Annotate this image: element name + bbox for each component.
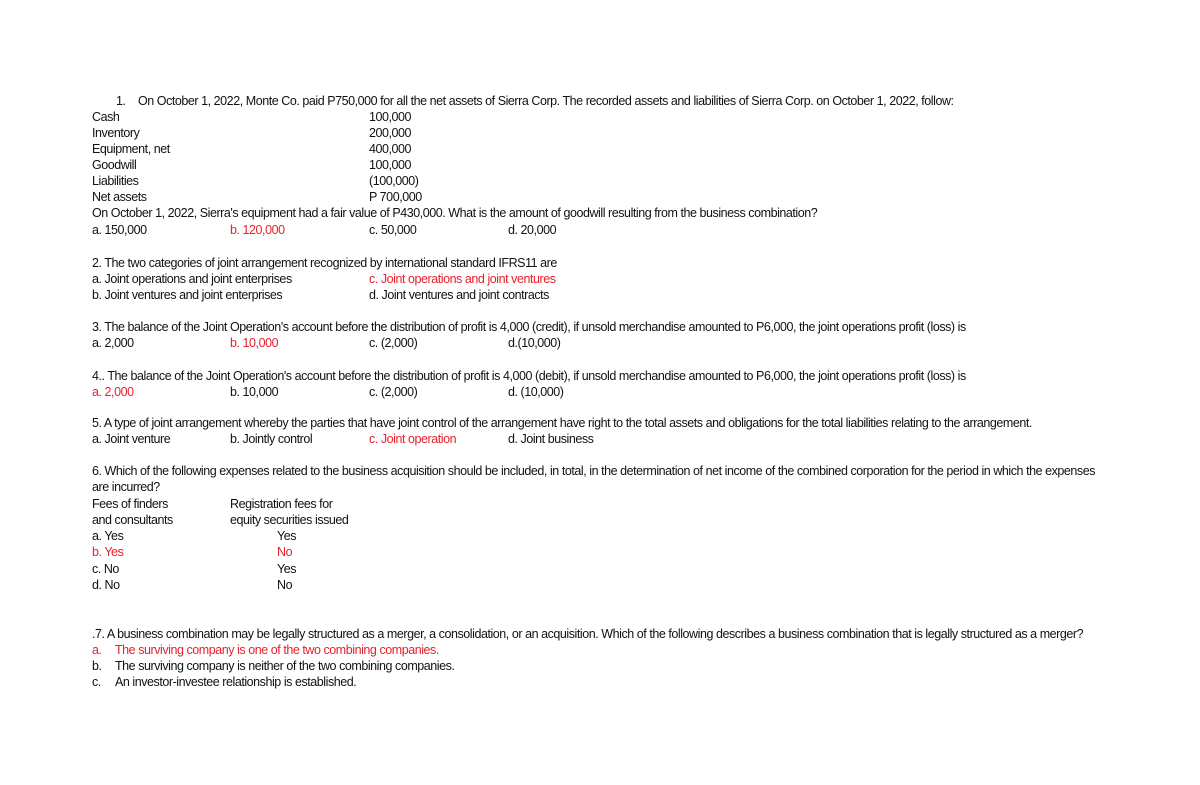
- q5-option-a: a. Joint venture: [92, 432, 171, 446]
- q3-option-a: a. 2,000: [92, 336, 134, 350]
- q1-row-value: (100,000): [369, 174, 419, 188]
- q3-option-b-answer: b. 10,000: [230, 336, 279, 350]
- q1-row-label: Cash: [92, 110, 120, 124]
- q6-option-a-col2: Yes: [277, 529, 297, 543]
- q2-option-d: d. Joint ventures and joint contracts: [369, 288, 549, 302]
- q6-col2-heading: Registration fees for: [230, 497, 333, 511]
- q1-row-value: 100,000: [369, 158, 412, 172]
- q7-option-a-answer: The surviving company is one of the two combining companies.: [115, 643, 439, 657]
- q1-text: On October 1, 2022, Monte Co. paid P750,000 for all the net assets of Sierra Corp. The recorded assets and liabilities of Sierra Corp. on October 1, 2022, follow:: [138, 94, 954, 108]
- q1-option-a: a. 150,000: [92, 223, 147, 237]
- q1-row-label: Liabilities: [92, 174, 139, 188]
- q5-option-d: d. Joint business: [508, 432, 594, 446]
- q7-option-b: The surviving company is neither of the two combining companies.: [115, 659, 455, 673]
- q5-option-b: b. Jointly control: [230, 432, 313, 446]
- q1-option-c: c. 50,000: [369, 223, 417, 237]
- q6-text: 6. Which of the following expenses related to the business acquisition should be included, in total, in the determination of net income of the combined corporation for the period in which the expenses: [92, 464, 1096, 478]
- q5-text: 5. A type of joint arrangement whereby the parties that have joint control of the arrangement have right to the total assets and obligations for the total liabilities relating to the arrangement.: [92, 416, 1032, 430]
- q1-option-b-answer: b. 120,000: [230, 223, 285, 237]
- q2-option-b: b. Joint ventures and joint enterprises: [92, 288, 283, 302]
- q3-text: 3. The balance of the Joint Operation's account before the distribution of profit is 4,000 (credit), if unsold merchandise amounted to P6,000, the joint operations profit (loss) is: [92, 320, 966, 334]
- q1-row-label: Equipment, net: [92, 142, 170, 156]
- q1-row-label: Net assets: [92, 190, 147, 204]
- q4-option-c: c. (2,000): [369, 385, 418, 399]
- q1-row-label: Goodwill: [92, 158, 137, 172]
- q7-text: .7. A business combination may be legally structured as a merger, a consolidation, or an acquisition. Which of the following describes a business combination that is legally structured as a merger?: [92, 627, 1084, 641]
- q6-option-d-col2: No: [277, 578, 293, 592]
- q1-option-d: d. 20,000: [508, 223, 557, 237]
- q6-option-c: c. No: [92, 562, 119, 576]
- q4-text: 4.. The balance of the Joint Operation's account before the distribution of profit is 4,000 (debit), if unsold merchandise amounted to P6,000, the joint operations profit (loss) is: [92, 369, 966, 383]
- q7-option-a-letter: a.: [92, 643, 102, 657]
- q7-option-c-letter: c.: [92, 675, 101, 689]
- q1-row-value: 400,000: [369, 142, 412, 156]
- q6-text-continued: are incurred?: [92, 480, 160, 494]
- q7-option-b-letter: b.: [92, 659, 102, 673]
- q1-row-value: P 700,000: [369, 190, 422, 204]
- q6-option-a: a. Yes: [92, 529, 124, 543]
- q3-option-c: c. (2,000): [369, 336, 418, 350]
- q6-col2-heading: equity securities issued: [230, 513, 349, 527]
- q6-option-c-col2: Yes: [277, 562, 297, 576]
- q1-row-label: Inventory: [92, 126, 140, 140]
- q2-option-a: a. Joint operations and joint enterprises: [92, 272, 292, 286]
- q7-option-c: An investor-investee relationship is established.: [115, 675, 357, 689]
- q6-option-d: d. No: [92, 578, 120, 592]
- q4-option-d: d. (10,000): [508, 385, 564, 399]
- q6-option-b-answer: b. Yes: [92, 545, 124, 559]
- q1-row-value: 100,000: [369, 110, 412, 124]
- q2-text: 2. The two categories of joint arrangement recognized by international standard IFRS11 are: [92, 256, 557, 270]
- q6-col1-heading: and consultants: [92, 513, 173, 527]
- q1-question: On October 1, 2022, Sierra's equipment had a fair value of P430,000. What is the amount of goodwill resulting from the business combination?: [92, 206, 818, 220]
- q1-row-value: 200,000: [369, 126, 412, 140]
- q4-option-b: b. 10,000: [230, 385, 279, 399]
- q6-col1-heading: Fees of finders: [92, 497, 168, 511]
- q1-number: 1.: [116, 94, 126, 108]
- q3-option-d: d.(10,000): [508, 336, 561, 350]
- q5-option-c-answer: c. Joint operation: [369, 432, 457, 446]
- q6-option-b-col2-answer: No: [277, 545, 293, 559]
- q2-option-c-answer: c. Joint operations and joint ventures: [369, 272, 556, 286]
- q4-option-a-answer: a. 2,000: [92, 385, 134, 399]
